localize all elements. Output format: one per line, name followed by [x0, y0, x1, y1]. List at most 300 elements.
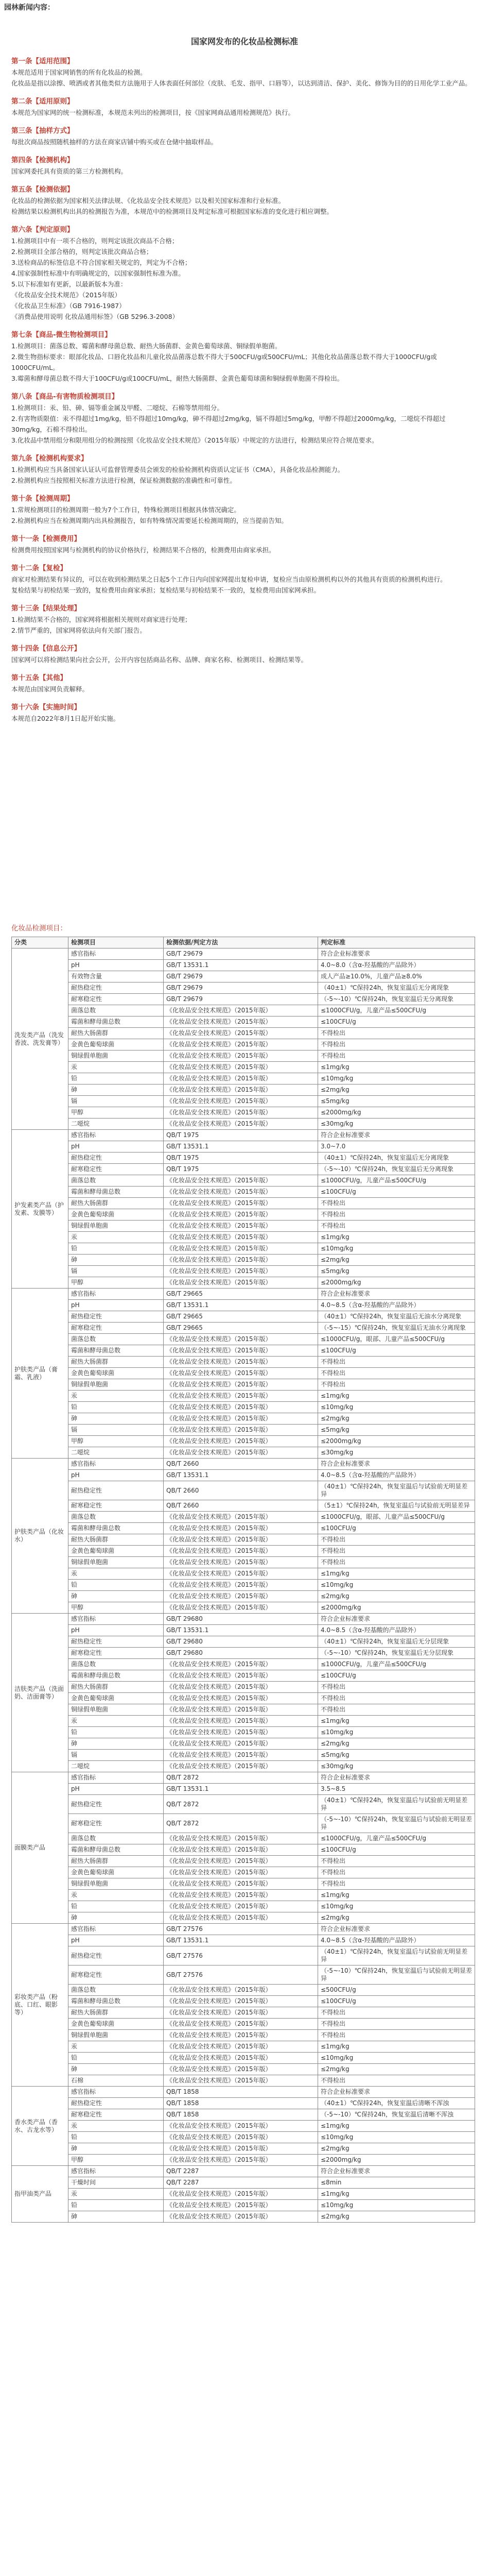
category-cell: 护肤类产品（膏霜、乳液） — [12, 1289, 68, 1459]
criteria-cell: ≤2mg/kg — [318, 1084, 475, 1096]
item-cell: 镉 — [68, 1750, 164, 1761]
item-cell: 铜绿假单胞菌 — [68, 1878, 164, 1890]
criteria-cell: ≤30mg/kg — [318, 1118, 475, 1130]
criteria-cell: （-5~-10）℃保持24h，恢复室温后与试验前无明显差异 — [318, 1814, 475, 1833]
method-cell: 《化妆品安全技术规范》（2015年版） — [164, 1209, 318, 1221]
article — [11, 56, 475, 89]
method-cell: 《化妆品安全技术规范》（2015年版） — [164, 1005, 318, 1016]
table-row — [12, 1996, 475, 2007]
item-cell: 感官指标 — [68, 2166, 164, 2177]
item-cell: 耐热稳定性 — [68, 1636, 164, 1648]
table-row — [12, 960, 475, 971]
criteria-cell: 不得检出 — [318, 1039, 475, 1050]
table-row — [12, 1546, 475, 1557]
item-cell: 铅 — [68, 1073, 164, 1084]
table-row — [12, 1164, 475, 1175]
criteria-cell: 不得检出 — [318, 1050, 475, 1062]
item-cell: 铅 — [68, 1901, 164, 1912]
item-cell: 甲醇 — [68, 1107, 164, 1118]
table-row — [12, 1965, 475, 1985]
item-cell: 汞 — [68, 2041, 164, 2053]
item-cell: 金黄色葡萄球菌 — [68, 1039, 164, 1050]
table-row — [12, 1084, 475, 1096]
method-cell: 《化妆品安全技术规范》（2015年版） — [164, 2155, 318, 2166]
criteria-cell: ≤1000CFU/g，儿童产品≤500CFU/g — [318, 1005, 475, 1016]
table-row — [12, 2121, 475, 2132]
item-cell: 铅 — [68, 1580, 164, 1591]
article-text: 本规范适用于国家网销售的所有化妆品的检测。 — [11, 69, 147, 76]
table-row — [12, 1795, 475, 1814]
item-cell: 镉 — [68, 1096, 164, 1107]
criteria-cell: 4.0~8.5（含α-羟基酸的产品除外） — [318, 1470, 475, 1481]
item-cell: 耐热稳定性 — [68, 1946, 164, 1965]
method-cell: 《化妆品安全技术规范》（2015年版） — [164, 2007, 318, 2019]
criteria-cell: 不得检出 — [318, 1704, 475, 1716]
item-cell: 耐寒稳定性 — [68, 1965, 164, 1985]
criteria-cell: ≤2000mg/kg — [318, 1107, 475, 1118]
table-row — [12, 2019, 475, 2030]
article-heading: 第九条【检测机构要求】 — [11, 454, 88, 463]
table-row — [12, 1591, 475, 1602]
article-text: 4.国家强制性标准中有明确规定的，以国家强制性标准为准。 — [11, 269, 185, 277]
criteria-cell: 符合企业标准要求 — [318, 2087, 475, 2098]
method-cell: 《化妆品安全技术规范》（2015年版） — [164, 2143, 318, 2155]
article-text: 5.以下标准如有更新，以最新版本为准： — [11, 280, 127, 288]
method-cell: 《化妆品安全技术规范》（2015年版） — [164, 1050, 318, 1062]
item-cell: 感官指标 — [68, 1459, 164, 1470]
category-cell: 洁肤类产品（洗面奶、洁面膏等） — [12, 1614, 68, 1772]
criteria-cell: （40±1）℃保持24h，恢复室温后无分离现象 — [318, 982, 475, 994]
table-row — [12, 1568, 475, 1580]
table-row — [12, 1300, 475, 1311]
table-row — [12, 1833, 475, 1844]
category-cell: 洗发类产品（洗发香波、洗发膏等） — [12, 948, 68, 1130]
item-cell: 菌落总数 — [68, 1985, 164, 1996]
article-heading: 第十三条【结果处理】 — [11, 604, 81, 613]
table-row — [12, 1924, 475, 1935]
method-cell: 《化妆品安全技术规范》（2015年版） — [164, 1345, 318, 1357]
article — [11, 493, 475, 526]
criteria-cell: （40±1）℃保持24h，恢复室温后与试验前无明显差异 — [318, 1795, 475, 1814]
category-cell: 面膜类产品 — [12, 1772, 68, 1924]
table-row — [12, 1050, 475, 1062]
table-row — [12, 1141, 475, 1153]
criteria-cell: 不得检出 — [318, 1682, 475, 1693]
table-row — [12, 1130, 475, 1141]
item-cell: 耐热大肠菌群 — [68, 1198, 164, 1209]
table-row — [12, 1481, 475, 1500]
table-row — [12, 1946, 475, 1965]
table-row — [12, 1368, 475, 1379]
method-cell: 《化妆品安全技术规范》（2015年版） — [164, 1118, 318, 1130]
article-text: 本规范自2022年8月1日起开始实施。 — [11, 715, 120, 722]
criteria-cell: 符合企业标准要求 — [318, 1130, 475, 1141]
method-cell: GB/T 13531.1 — [164, 1141, 318, 1153]
criteria-cell: ≤1000CFU/g，儿童产品≤500CFU/g — [318, 1659, 475, 1670]
article — [11, 125, 475, 147]
item-cell: 甲醇 — [68, 1436, 164, 1447]
table-row — [12, 1580, 475, 1591]
criteria-cell: 不得检出 — [318, 1357, 475, 1368]
item-cell: 金黄色葡萄球菌 — [68, 1867, 164, 1878]
method-cell: GB/T 29680 — [164, 1648, 318, 1659]
item-cell: 感官指标 — [68, 1289, 164, 1300]
item-cell: 铅 — [68, 1402, 164, 1413]
article-text: 3.霉菌和酵母菌总数不得大于100CFU/g或100CFU/mL，耐热大肠菌群、金黄色葡萄球菌和铜绿假单胞菌不得检出。 — [11, 375, 344, 382]
item-cell: 耐热稳定性 — [68, 2098, 164, 2109]
method-cell: 《化妆品安全技术规范》（2015年版） — [164, 1901, 318, 1912]
method-cell: GB/T 27576 — [164, 1924, 318, 1935]
article — [11, 391, 475, 446]
item-cell: 菌落总数 — [68, 1833, 164, 1844]
method-cell: 《化妆品安全技术规范》（2015年版） — [164, 1693, 318, 1704]
item-cell: 铅 — [68, 2132, 164, 2143]
method-cell: 《化妆品安全技术规范》（2015年版） — [164, 1175, 318, 1187]
criteria-cell: ≤1000CFU/g，眼部、儿童产品≤500CFU/g — [318, 1334, 475, 1345]
method-cell: 《化妆品安全技术规范》（2015年版） — [164, 2121, 318, 2132]
criteria-cell: 符合企业标准要求 — [318, 1459, 475, 1470]
table-row — [12, 1436, 475, 1447]
criteria-cell: 不得检出 — [318, 1198, 475, 1209]
category-cell: 护发素类产品（护发素、发膜等） — [12, 1130, 68, 1289]
method-cell: 《化妆品安全技术规范》（2015年版） — [164, 1379, 318, 1391]
table-row — [12, 1935, 475, 1946]
method-cell: GB/T 27576 — [164, 1965, 318, 1985]
method-cell: 《化妆品安全技术规范》（2015年版） — [164, 2189, 318, 2200]
article-text: 《消费品使用说明 化妆品通用标签》（GB 5296.3-2008） — [11, 313, 179, 320]
item-cell: 菌落总数 — [68, 1175, 164, 1187]
method-cell: 《化妆品安全技术规范》（2015年版） — [164, 1277, 318, 1289]
table-row — [12, 1425, 475, 1436]
method-cell: 《化妆品安全技术规范》（2015年版） — [164, 1580, 318, 1591]
method-cell: 《化妆品安全技术规范》（2015年版） — [164, 1704, 318, 1716]
criteria-cell: 4.0~8.0（含α-羟基酸的产品除外） — [318, 960, 475, 971]
item-cell: 耐热稳定性 — [68, 1481, 164, 1500]
item-cell: 耐寒稳定性 — [68, 1648, 164, 1659]
method-cell: 《化妆品安全技术规范》（2015年版） — [164, 1546, 318, 1557]
method-cell: 《化妆品安全技术规范》（2015年版） — [164, 1107, 318, 1118]
table-row — [12, 1073, 475, 1084]
criteria-cell: ≤30mg/kg — [318, 1761, 475, 1772]
article-heading: 第二条【适用原则】 — [11, 97, 74, 106]
criteria-cell: （40±1）℃保持24h，恢复室温后无分层现象 — [318, 1636, 475, 1648]
method-cell: 《化妆品安全技术规范》（2015年版） — [164, 1716, 318, 1727]
criteria-cell: （5±1）℃保持24h，恢复室温后与试验前无明显差异 — [318, 1500, 475, 1512]
article — [11, 563, 475, 596]
method-cell: 《化妆品安全技术规范》（2015年版） — [164, 1738, 318, 1750]
criteria-cell: ≤10mg/kg — [318, 2053, 475, 2064]
criteria-cell: （40±1）℃保持24h，恢复室温后无分离现象 — [318, 1153, 475, 1164]
article-text: 《化妆品安全技术规范》（2015年版） — [11, 291, 121, 299]
method-cell: 《化妆品安全技术规范》（2015年版） — [164, 2064, 318, 2075]
column-header-method: 检测依据/判定方法 — [164, 937, 318, 948]
table-row — [12, 1198, 475, 1209]
criteria-cell: ≤1mg/kg — [318, 2189, 475, 2200]
method-cell: 《化妆品安全技术规范》（2015年版） — [164, 1221, 318, 1232]
item-cell: 汞 — [68, 2189, 164, 2200]
table-row — [12, 1323, 475, 1334]
method-cell: GB/T 13531.1 — [164, 1625, 318, 1636]
item-cell: 金黄色葡萄球菌 — [68, 1693, 164, 1704]
item-cell: 砷 — [68, 2064, 164, 2075]
criteria-cell: ≤2000mg/kg — [318, 1277, 475, 1289]
method-cell: QB/T 2660 — [164, 1481, 318, 1500]
table-row — [12, 2098, 475, 2109]
item-cell: 铜绿假单胞菌 — [68, 2030, 164, 2041]
table-row — [12, 1534, 475, 1546]
item-cell: 菌落总数 — [68, 1334, 164, 1345]
criteria-cell: ≤500CFU/g — [318, 1985, 475, 1996]
method-cell: 《化妆品安全技术规范》（2015年版） — [164, 1413, 318, 1425]
criteria-cell: ≤2mg/kg — [318, 2064, 475, 2075]
method-cell: 《化妆品安全技术规范》（2015年版） — [164, 1670, 318, 1682]
criteria-cell: ≤100CFU/g — [318, 1345, 475, 1357]
table-row — [12, 1523, 475, 1534]
table-row — [12, 1311, 475, 1323]
table-row — [12, 1693, 475, 1704]
table-row — [12, 1844, 475, 1856]
method-cell: 《化妆品安全技术规范》（2015年版） — [164, 1187, 318, 1198]
table-row — [12, 982, 475, 994]
table-row — [12, 994, 475, 1005]
article-text: 本规范为国家网的统一检测标准，本规范未列出的检测项目，按《国家网商品通用检测规范》执行。 — [11, 109, 295, 116]
criteria-cell: ≤10mg/kg — [318, 1402, 475, 1413]
item-cell: 感官指标 — [68, 1772, 164, 1784]
item-cell: 铜绿假单胞菌 — [68, 1557, 164, 1568]
criteria-cell: ≤2000mg/kg — [318, 2155, 475, 2166]
item-cell: 汞 — [68, 2121, 164, 2132]
method-cell: QB/T 1858 — [164, 2109, 318, 2121]
table-row — [12, 1682, 475, 1693]
table-row — [12, 1289, 475, 1300]
method-cell: 《化妆品安全技术规范》（2015年版） — [164, 2053, 318, 2064]
method-cell: 《化妆品安全技术规范》（2015年版） — [164, 1402, 318, 1413]
criteria-cell: 不得检出 — [318, 1209, 475, 1221]
method-cell: GB/T 29680 — [164, 1636, 318, 1648]
criteria-cell: 不得检出 — [318, 1856, 475, 1867]
item-cell: 霉菌和酵母菌总数 — [68, 1996, 164, 2007]
method-cell: 《化妆品安全技术规范》（2015年版） — [164, 1512, 318, 1523]
method-cell: 《化妆品安全技术规范》（2015年版） — [164, 1912, 318, 1924]
method-cell: GB/T 29665 — [164, 1289, 318, 1300]
table-row — [12, 1243, 475, 1255]
table-row — [12, 1277, 475, 1289]
criteria-cell: 4.0~8.5（含α-羟基酸的产品除外） — [318, 1625, 475, 1636]
table-row — [12, 1814, 475, 1833]
criteria-cell: 不得检出 — [318, 1379, 475, 1391]
method-cell: 《化妆品安全技术规范》（2015年版） — [164, 1659, 318, 1670]
item-cell: pH — [68, 1784, 164, 1795]
article-text: 1.检测项目：汞、铅、砷、镉等重金属及甲醛、二噁烷、石棉等禁用组分。 — [11, 404, 223, 412]
criteria-cell: 符合企业标准要求 — [318, 1924, 475, 1935]
table-row — [12, 1557, 475, 1568]
item-cell: 耐热稳定性 — [68, 1795, 164, 1814]
table-row — [12, 2075, 475, 2087]
table-row — [12, 1602, 475, 1614]
item-cell: 铜绿假单胞菌 — [68, 1050, 164, 1062]
method-cell: QB/T 1975 — [164, 1153, 318, 1164]
criteria-cell: ≤2mg/kg — [318, 2143, 475, 2155]
header-title: 园林新闻内容： — [4, 4, 55, 12]
table-row — [12, 1209, 475, 1221]
column-header-category: 分类 — [12, 937, 68, 948]
criteria-cell: ≤10mg/kg — [318, 1073, 475, 1084]
item-cell: 砷 — [68, 1738, 164, 1750]
table-row — [12, 2087, 475, 2098]
criteria-cell: 不得检出 — [318, 2030, 475, 2041]
item-cell: 铜绿假单胞菌 — [68, 1704, 164, 1716]
item-cell: 镉 — [68, 1425, 164, 1436]
table-row — [12, 1648, 475, 1659]
method-cell: 《化妆品安全技术规范》（2015年版） — [164, 1334, 318, 1345]
table-row — [12, 1784, 475, 1795]
criteria-cell: （-5~-15）℃保持24h，恢复室温后无油水分离现象 — [318, 1323, 475, 1334]
article-text: 本规范由国家网负责解释。 — [11, 685, 89, 693]
table-row — [12, 1985, 475, 1996]
criteria-cell: ≤10mg/kg — [318, 1727, 475, 1738]
item-cell: 耐热大肠菌群 — [68, 1856, 164, 1867]
article-text: 复检结果与初检结果一致的，复检费用由商家承担；复检结果与初检结果不一致的，复检费用由国家网承担。 — [11, 586, 321, 594]
method-cell: 《化妆品安全技术规范》（2015年版） — [164, 1232, 318, 1243]
item-cell: 二噁烷 — [68, 1761, 164, 1772]
article — [11, 672, 475, 694]
article-text: 国家网可以将检测结果向社会公开，公开内容包括商品名称、品牌、商家名称、检测项目、检测结果等。 — [11, 656, 308, 664]
method-cell: 《化妆品安全技术规范》（2015年版） — [164, 1391, 318, 1402]
criteria-cell: 不得检出 — [318, 1028, 475, 1039]
item-cell: 菌落总数 — [68, 1512, 164, 1523]
method-cell: 《化妆品安全技术规范》（2015年版） — [164, 1557, 318, 1568]
article-heading: 第三条【抽样方式】 — [11, 127, 74, 135]
criteria-cell: ≤1000CFU/g，眼部、儿童产品≤500CFU/g — [318, 1512, 475, 1523]
item-cell: 霉菌和酵母菌总数 — [68, 1016, 164, 1028]
method-cell: 《化妆品安全技术规范》（2015年版） — [164, 1243, 318, 1255]
table-row — [12, 1175, 475, 1187]
criteria-cell: （-5~-10）℃保持24h，恢复室温后清晰不浑浊 — [318, 2109, 475, 2121]
article — [11, 453, 475, 486]
table-row — [12, 1028, 475, 1039]
method-cell: 《化妆品安全技术规范》（2015年版） — [164, 1039, 318, 1050]
category-cell: 指甲油类产品 — [12, 2166, 68, 2223]
article-heading: 第十四条【信息公开】 — [11, 645, 81, 653]
table-row — [12, 1772, 475, 1784]
articles-section — [11, 56, 475, 731]
criteria-cell: （-5~-10）℃保持24h，恢复室温后无分离现象 — [318, 1164, 475, 1175]
article-text: 1.检测结果不合格的，国家网将根据相关规则对商家进行处理； — [11, 616, 191, 623]
method-cell: 《化妆品安全技术规范》（2015年版） — [164, 1568, 318, 1580]
article-text: 化妆品的检测依据为国家相关法律法规、《化妆品安全技术规范》以及相关国家标准和行业标准。 — [11, 197, 285, 205]
criteria-cell: ≤2mg/kg — [318, 1738, 475, 1750]
document-title: 国家网发布的化妆品检测标准 — [190, 37, 298, 46]
table-row — [12, 1670, 475, 1682]
item-cell: 耐热大肠菌群 — [68, 1682, 164, 1693]
criteria-cell: ≤5mg/kg — [318, 1096, 475, 1107]
item-cell: 感官指标 — [68, 2087, 164, 2098]
criteria-cell: ≤1mg/kg — [318, 2121, 475, 2132]
item-cell: 汞 — [68, 1716, 164, 1727]
criteria-cell: 不得检出 — [318, 1693, 475, 1704]
item-cell: 镉 — [68, 1266, 164, 1277]
table-row — [12, 1890, 475, 1901]
item-cell: 甲醇 — [68, 2155, 164, 2166]
article — [11, 184, 475, 217]
table-row — [12, 1614, 475, 1625]
method-cell: QB/T 2872 — [164, 1772, 318, 1784]
article-heading: 第八条【商品-有害物质检测项目】 — [11, 393, 119, 401]
table-row — [12, 2053, 475, 2064]
item-cell: 耐热大肠菌群 — [68, 2007, 164, 2019]
category-cell: 香水类产品（香水、古龙水等） — [12, 2087, 68, 2166]
method-cell: 《化妆品安全技术规范》（2015年版） — [164, 1523, 318, 1534]
method-cell: 《化妆品安全技术规范》（2015年版） — [164, 1447, 318, 1459]
criteria-cell: ≤1mg/kg — [318, 1232, 475, 1243]
article-text: 每批次商品按照随机抽样的方法在商家店铺中购买或在仓储中抽取样品。 — [11, 138, 218, 146]
table-row — [12, 1704, 475, 1716]
criteria-cell: ≤1000CFU/g，儿童产品≤500CFU/g — [318, 1175, 475, 1187]
criteria-cell: 不得检出 — [318, 2007, 475, 2019]
category-cell: 彩妆类产品（粉底、口红、眼影等） — [12, 1924, 68, 2087]
table-row — [12, 1255, 475, 1266]
table-row — [12, 948, 475, 960]
article-heading: 第五条【检测依据】 — [11, 185, 74, 194]
criteria-cell: ≤2000mg/kg — [318, 1436, 475, 1447]
method-cell: 《化妆品安全技术规范》（2015年版） — [164, 1357, 318, 1368]
method-cell: 《化妆品安全技术规范》（2015年版） — [164, 1062, 318, 1073]
column-header-item: 检测项目 — [68, 937, 164, 948]
table-row — [12, 1878, 475, 1890]
item-cell: 汞 — [68, 1890, 164, 1901]
table-row — [12, 1856, 475, 1867]
article — [11, 224, 475, 322]
criteria-cell: 不得检出 — [318, 1557, 475, 1568]
table-row — [12, 1187, 475, 1198]
criteria-cell: 符合企业标准要求 — [318, 1614, 475, 1625]
item-cell: 耐热稳定性 — [68, 982, 164, 994]
item-cell: pH — [68, 1625, 164, 1636]
method-cell: 《化妆品安全技术规范》（2015年版） — [164, 1890, 318, 1901]
table-row — [12, 1761, 475, 1772]
item-cell: 耐寒稳定性 — [68, 2109, 164, 2121]
table-row — [12, 1738, 475, 1750]
item-cell: 耐寒稳定性 — [68, 1323, 164, 1334]
test-items-table — [11, 937, 475, 2223]
item-cell: 菌落总数 — [68, 1005, 164, 1016]
method-cell: QB/T 2660 — [164, 1500, 318, 1512]
criteria-cell: 符合企业标准要求 — [318, 948, 475, 960]
method-cell: GB/T 13531.1 — [164, 1470, 318, 1481]
table-row — [12, 2041, 475, 2053]
table-row — [12, 2166, 475, 2177]
table-row — [12, 1221, 475, 1232]
article-text: 2.检测机构应当在检测周期内出具检测报告，如有特殊情况需要延长检测周期的，应当提前告知。 — [11, 517, 288, 524]
article — [11, 329, 475, 384]
criteria-cell: 不得检出 — [318, 1368, 475, 1379]
method-cell: GB/T 29679 — [164, 982, 318, 994]
item-cell: 干燥时间 — [68, 2177, 164, 2189]
item-cell: 砷 — [68, 1912, 164, 1924]
article-heading: 第十条【检测周期】 — [11, 495, 74, 503]
method-cell: 《化妆品安全技术规范》（2015年版） — [164, 2030, 318, 2041]
method-cell: 《化妆品安全技术规范》（2015年版） — [164, 1682, 318, 1693]
item-cell: 耐寒稳定性 — [68, 1164, 164, 1175]
item-cell: pH — [68, 960, 164, 971]
item-cell: 汞 — [68, 1232, 164, 1243]
item-cell: 金黄色葡萄球菌 — [68, 1209, 164, 1221]
article-heading: 第十六条【实施时间】 — [11, 703, 81, 711]
table-row — [12, 1391, 475, 1402]
criteria-cell: ≤10mg/kg — [318, 2132, 475, 2143]
table-row — [12, 1232, 475, 1243]
item-cell: 霉菌和酵母菌总数 — [68, 1670, 164, 1682]
